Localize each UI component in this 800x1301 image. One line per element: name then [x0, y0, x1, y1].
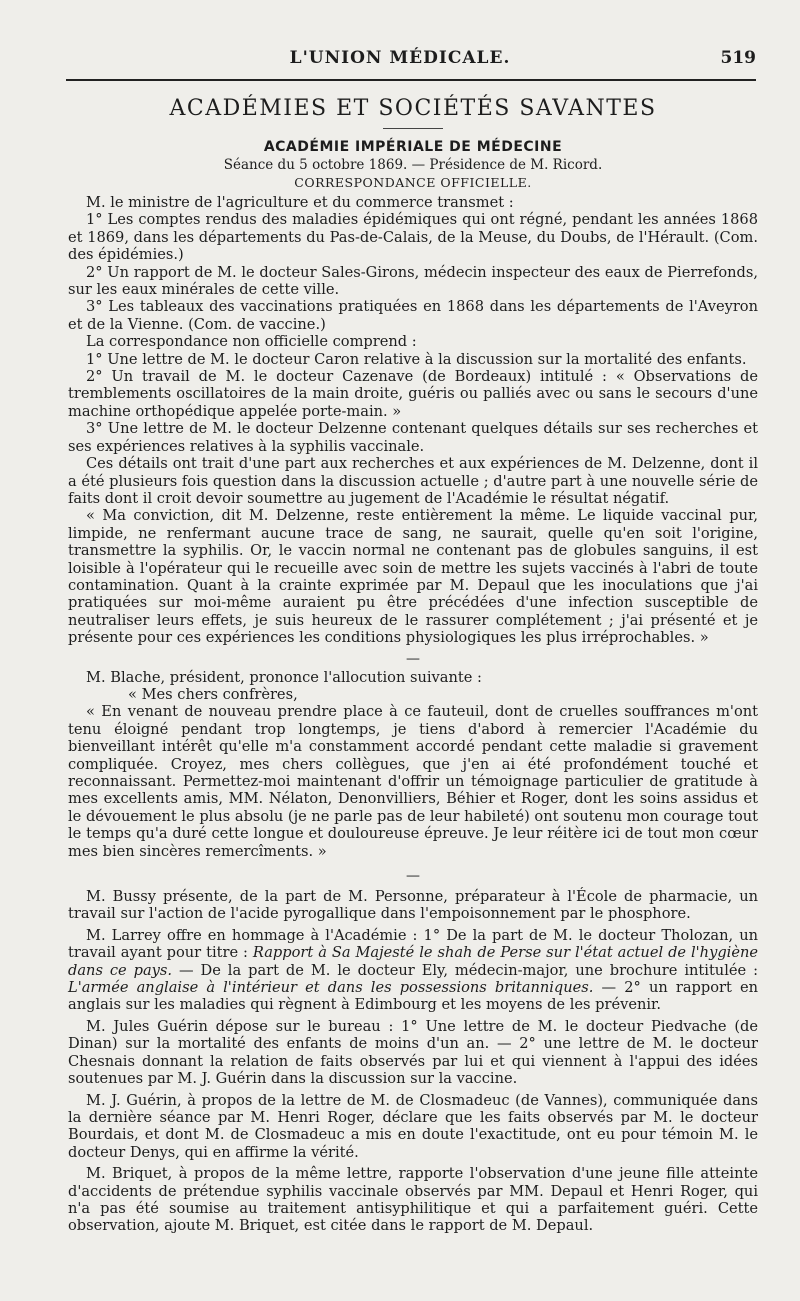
paragraph	[68, 927, 758, 1014]
journal-title: L'UNION MÉDICALE.	[289, 48, 511, 68]
paragraph: « Ma conviction, dit M. Delzenne, reste entièrement la même. Le liquide vaccinal pur, limpide, ne renfermant aucune trace de sang, ne saurait, quelle qu'en soit l'origine, transmettre la syphilis. Or, le vaccin normal ne contenant pas de globules sanguins, il est loisible à l'opérateur qui le recueille avec soin de mettre les sujets vaccinés à l'abri de toute contamination. Quant à la crainte exprimée par M. Depaul que les inoculations que j'ai pratiquées sur moi-même auraient pu être précédées d'une infection susceptible de neutraliser leurs effets, je suis heureux de le rassurer complétement ; j'ai présenté et je présente pour ces expériences les conditions physiologiques les plus irréprochables. »	[68, 507, 758, 647]
correspondence-heading: CORRESPONDANCE OFFICIELLE.	[294, 175, 532, 190]
book-title: Rapport à Sa Majesté le shah de Perse sur l'état actuel de l'hygiène dans ce pays.	[68, 944, 759, 979]
paragraph: M. J. Guérin, à propos de la lettre de M. de Closmadeuc (de Vannes), communiquée dans la dernière séance par M. Henri Roger, déclare que les faits observés par M. le docteur Bourdais, et dont M. de Closmadeuc a mis en doute l'exactitude, ont eu pour témoin M. le docteur Denys, qui en affirme la vérité.	[68, 1091, 758, 1161]
text-run: — 2° un rapport en anglais sur les maladies qui règnent à Edimbourg et les moyens de les prévenir.	[68, 979, 758, 1014]
paragraph: M. le ministre de l'agriculture et du commerce transmet :	[86, 194, 514, 211]
paragraph: M. Jules Guérin dépose sur le bureau : 1° Une lettre de M. le docteur Piedvache (de Dinan) sur la mortalité des enfants de moins d'un an. — 2° une lettre de M. le docteur Chesnais donnant la relation de faits observés par lui et qui viennent à l'appui des idées soutenues par M. J. Guérin dans la discussion sur la vaccine.	[68, 1017, 758, 1088]
separator-dash: —	[406, 868, 420, 885]
text-run: M. Larrey offre en hommage à l'Académie : 1° De la part de M. le docteur Tholozan, un travail ayant pour titre :	[68, 926, 758, 962]
paragraph: 2° Un rapport de M. le docteur Sales-Girons, médecin inspecteur des eaux de Pierrefonds, sur les eaux minérales de cette ville.	[68, 263, 758, 299]
text-run: — De la part de M. le docteur Ely, médecin-major, une brochure intitulée :	[172, 961, 759, 979]
paragraph: 3° Une lettre de M. le docteur Delzenne contenant quelques détails sur ses recherches et ses expériences relatives à la syphilis vaccinale.	[68, 420, 758, 455]
running-header	[0, 48, 800, 72]
paragraph: 1° Les comptes rendus des maladies épidémiques qui ont régné, pendant les années 1868 et 1869, dans les départements du Pas-de-Calais, de la Meuse, du Doubs, de l'Hérault. (Com. des épidémies.)	[68, 211, 758, 264]
separator-dash: —	[406, 650, 420, 667]
header-rule	[66, 79, 756, 81]
paragraph: Ces détails ont trait d'une part aux recherches et aux expériences de M. Delzenne, dont il a été plusieurs fois question dans la discussion actuelle ; d'autre part à une nouvelle série de faits dont il croit devoir soumettre au jugement de l'Académie le résultat négatif.	[68, 455, 758, 507]
book-title: L'armée anglaise à l'intérieur et dans les possessions britanniques.	[68, 979, 594, 997]
paragraph: M. Blache, président, prononce l'allocution suivante :	[86, 668, 482, 686]
academy-heading: ACADÉMIE IMPÉRIALE DE MÉDECINE	[263, 139, 563, 155]
paragraph: 1° Une lettre de M. le docteur Caron relative à la discussion sur la mortalité des enfants.	[86, 350, 747, 368]
paragraph: 3° Les tableaux des vaccinations pratiquées en 1868 dans les départements de l'Aveyron et de la Vienne. (Com. de vaccine.)	[68, 298, 758, 333]
page-number: 519	[720, 48, 756, 68]
article-body	[68, 96, 758, 1235]
session-line: Séance du 5 octobre 1869. — Présidence de M. Ricord.	[223, 157, 603, 173]
paragraph: M. Briquet, à propos de la même lettre, rapporte l'observation d'une jeune fille atteinte d'accidents de prétendue syphilis vaccinale observés par MM. Depaul et Henri Roger, qui n'a pas été soumise au traitement antisyphilitique et qui a parfaitement guéri. Cette observation, ajoute M. Briquet, est citée dans le rapport de M. Depaul.	[68, 1165, 758, 1235]
section-title: ACADÉMIES ET SOCIÉTÉS SAVANTES	[169, 96, 657, 121]
paragraph: La correspondance non officielle comprend :	[86, 333, 417, 351]
paragraph: « Mes chers confrères,	[128, 685, 298, 703]
paragraph: « En venant de nouveau prendre place à ce fauteuil, dont de cruelles souffrances m'ont tenu éloigné pendant trop longtemps, je tiens d'abord à remercier l'Académie du bienveillant intérêt qu'elle m'a constamment accordé pendant cette maladie si gravement compliquée. Croyez, mes chers collègues, que j'en ai été profondément touché et reconnaissant. Permettez-moi maintenant d'offrir un témoignage particulier de gratitude à mes excellents amis, MM. Nélaton, Denonvilliers, Béhier et Roger, dont les soins assidus et le dévouement le plus absolu (je ne parle pas de leur habileté) ont soutenu mon courage tout le temps qu'a duré cette longue et douloureuse épreuve. Je leur réitère ici de tout mon cœur mes bien sincères remercîments. »	[68, 703, 758, 860]
paragraph: 2° Un travail de M. le docteur Cazenave (de Bordeaux) intitulé : « Observations de tremblements oscillatoires de la main droite, guéris ou palliés avec ou sans le secours d'une machine orthopédique appelée porte-main. »	[68, 368, 758, 420]
paragraph: M. Bussy présente, de la part de M. Personne, préparateur à l'École de pharmacie, un travail sur l'action de l'acide pyrogallique dans l'empoisonnement par le phosphore.	[68, 888, 758, 923]
section-divider	[383, 128, 443, 129]
